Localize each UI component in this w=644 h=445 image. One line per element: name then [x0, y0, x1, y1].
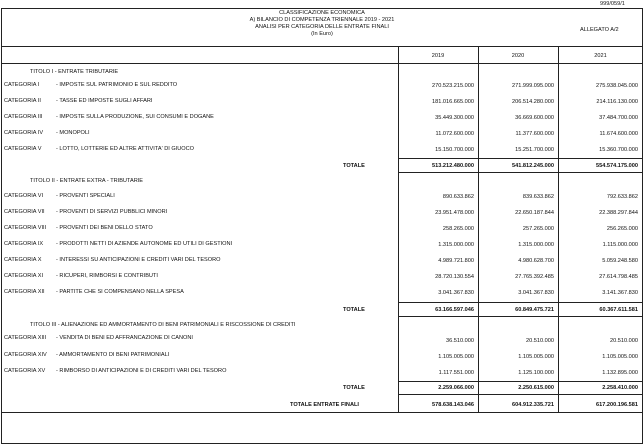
grand-total-2019: 578.638.143.046	[432, 402, 474, 408]
value-2019: 1.105.005.000	[438, 354, 474, 360]
subtotal-rule	[398, 302, 643, 303]
subtotal-2019: 63.166.597.046	[435, 307, 474, 313]
category-description: - PRODOTTI NETTI DI AZIENDE AUTONOME ED UTILI DI GESTIONI	[56, 241, 233, 247]
value-2021: 20.510.000	[610, 338, 638, 344]
category-label: CATEGORIA III	[4, 114, 43, 120]
subtotal-label: TOTALE	[343, 307, 365, 313]
value-2019: 35.449.300.000	[435, 115, 474, 121]
value-2021: 15.360.700.000	[599, 147, 638, 153]
category-description: - LOTTO, LOTTERIE ED ALTRE ATTIVITA' DI GIUOCO	[56, 146, 195, 152]
value-2019: 890.633.862	[442, 194, 474, 200]
value-2020: 11.377.600.000	[515, 131, 554, 137]
grand-total-2021: 617.200.196.581	[596, 402, 638, 408]
value-2020: 1.315.000.000	[518, 242, 554, 248]
year-2020: 2020	[511, 53, 525, 59]
subtotal-2021: 2.258.410.000	[602, 385, 638, 391]
subtotal-2020: 60.849.475.721	[515, 307, 554, 313]
value-2020: 20.510.000	[526, 338, 554, 344]
category-description: - PROVENTI DEI BENI DELLO STATO	[56, 225, 153, 231]
value-2019: 11.072.600.000	[435, 131, 474, 137]
year-2021: 2021	[594, 53, 607, 59]
category-description: - PROVENTI SPECIALI	[56, 193, 115, 199]
value-2020: 27.765.392.485	[515, 274, 554, 280]
subtotal-2021: 60.367.611.581	[599, 307, 638, 313]
category-description: - RIMBORSO DI ANTICIPAZIONI E DI CREDITI VARI DEL TESORO	[56, 368, 227, 374]
value-2021: 5.059.248.580	[602, 258, 638, 264]
value-2019: 1.315.000.000	[438, 242, 474, 248]
category-description: - PROVENTI DI SERVIZI PUBBLICI MINORI	[56, 209, 168, 215]
value-2019: 181.016.665.000	[432, 99, 474, 105]
header-line-3: ANALISI PER CATEGORIA DELLE ENTRATE FINALI	[255, 24, 389, 30]
subtotal-rule	[398, 172, 643, 173]
value-2021: 792.633.862	[606, 194, 638, 200]
subtotal-label: TOTALE	[343, 385, 365, 391]
category-description: - PARTITE CHE SI COMPENSANO NELLA SPESA	[56, 289, 184, 295]
value-2019: 28.720.130.554	[435, 274, 474, 280]
value-2019: 3.041.367.830	[438, 290, 474, 296]
col-rule-3	[558, 46, 559, 412]
category-description: - MONOPOLI	[56, 130, 90, 136]
value-2020: 22.650.187.844	[515, 210, 554, 216]
value-2021: 1.115.000.000	[602, 242, 638, 248]
value-2021: 11.674.600.000	[599, 131, 638, 137]
category-description: - INTERESSI SU ANTICIPAZIONI E CREDITI VARI DEL TESORO	[56, 257, 221, 263]
value-2020: 3.041.367.830	[518, 290, 554, 296]
value-2020: 1.105.005.000	[518, 354, 554, 360]
subtotal-rule	[398, 381, 643, 382]
category-label: CATEGORIA IV	[4, 130, 44, 136]
category-description: - IMPOSTE SUL PATRIMONIO E SUL REDDITO	[56, 82, 178, 88]
category-label: CATEGORIA XIII	[4, 335, 47, 341]
value-2020: 206.514.280.000	[512, 99, 554, 105]
value-2021: 256.265.000	[606, 226, 638, 232]
category-label: CATEGORIA XIV	[4, 352, 47, 358]
value-2021: 37.484.700.000	[599, 115, 638, 121]
category-description: - IMPOSTE SULLA PRODUZIONE, SUI CONSUMI E DOGANE	[56, 114, 214, 120]
value-2019: 1.117.551.000	[438, 370, 474, 376]
header-line-1: CLASSIFICAZIONE ECONOMICA	[279, 10, 365, 16]
value-2021: 22.388.297.844	[599, 210, 638, 216]
value-2020: 1.125.100.000	[518, 370, 554, 376]
subtotal-2020: 541.812.245.000	[512, 163, 554, 169]
value-2020: 36.669.600.000	[515, 115, 554, 121]
titolo-3-heading: TITOLO III - ALIENAZIONE ED AMMORTAMENTO DI BENI PATRIMONIALI E RISCOSSIONE DI CREDITI	[30, 322, 296, 328]
titolo-2-heading: TITOLO II - ENTRATE EXTRA - TRIBUTARIE	[30, 178, 144, 184]
category-description: - AMMORTAMENTO DI BENI PATRIMONIALI	[56, 352, 170, 358]
value-2019: 15.150.700.000	[435, 147, 474, 153]
grand-total-2020: 604.912.335.721	[512, 402, 554, 408]
value-2021: 214.116.130.000	[596, 99, 638, 105]
value-2021: 27.614.798.485	[599, 274, 638, 280]
value-2020: 839.633.862	[522, 194, 554, 200]
category-label: CATEGORIA II	[4, 98, 41, 104]
subtotal-label: TOTALE	[343, 163, 365, 169]
grand-total-rule	[1, 412, 643, 413]
value-2021: 1.132.895.000	[602, 370, 638, 376]
value-2019: 23.951.478.000	[435, 210, 474, 216]
grand-total-label: TOTALE ENTRATE FINALI	[290, 402, 359, 408]
value-2020: 271.999.095.000	[512, 83, 554, 89]
category-description: - TASSE ED IMPOSTE SUGLI AFFARI	[56, 98, 153, 104]
value-2019: 4.989.721.800	[438, 258, 474, 264]
subtotal-2019: 513.212.480.000	[432, 163, 474, 169]
header-bottom-rule	[1, 46, 643, 47]
category-label: CATEGORIA XV	[4, 368, 46, 374]
category-label: CATEGORIA I	[4, 82, 40, 88]
category-label: CATEGORIA X	[4, 257, 42, 263]
category-label: CATEGORIA XII	[4, 289, 45, 295]
value-2020: 15.251.700.000	[515, 147, 554, 153]
subtotal-rule	[398, 394, 643, 395]
subtotal-rule	[398, 158, 643, 159]
header-line-2: A) BILANCIO DI COMPETENZA TRIENNALE 2019 - 2021	[249, 17, 395, 23]
year-2019: 2019	[431, 53, 445, 59]
titolo-1-heading: TITOLO I - ENTRATE TRIBUTARIE	[30, 69, 119, 75]
category-label: CATEGORIA IX	[4, 241, 44, 247]
subtotal-2019: 2.259.066.000	[438, 385, 474, 391]
value-2021: 3.141.367.830	[602, 290, 638, 296]
subtotal-2021: 554.574.175.000	[596, 163, 638, 169]
years-bottom-rule	[1, 63, 643, 64]
value-2019: 36.510.000	[446, 338, 474, 344]
category-label: CATEGORIA VIII	[4, 225, 47, 231]
subtotal-rule	[398, 316, 643, 317]
category-label: CATEGORIA VII	[4, 209, 45, 215]
value-2021: 1.105.005.000	[602, 354, 638, 360]
page-code: 999/059/1	[600, 1, 625, 7]
category-label: CATEGORIA VI	[4, 193, 44, 199]
allegato-label: ALLEGATO A/2	[580, 27, 619, 33]
value-2021: 275.938.045.000	[596, 83, 638, 89]
category-description: - VENDITA DI BENI ED AFFRANCAZIONE DI CANONI	[56, 335, 193, 341]
subtotal-2020: 2.250.615.000	[518, 385, 554, 391]
value-2020: 4.980.628.700	[518, 258, 554, 264]
value-2019: 258.265.000	[442, 226, 474, 232]
value-2019: 270.523.215.000	[432, 83, 474, 89]
category-label: CATEGORIA XI	[4, 273, 44, 279]
value-2020: 257.265.000	[522, 226, 554, 232]
category-label: CATEGORIA V	[4, 146, 42, 152]
header-line-4: (In Euro)	[311, 31, 333, 37]
category-description: - RICUPERI, RIMBORSI E CONTRIBUTI	[56, 273, 158, 279]
